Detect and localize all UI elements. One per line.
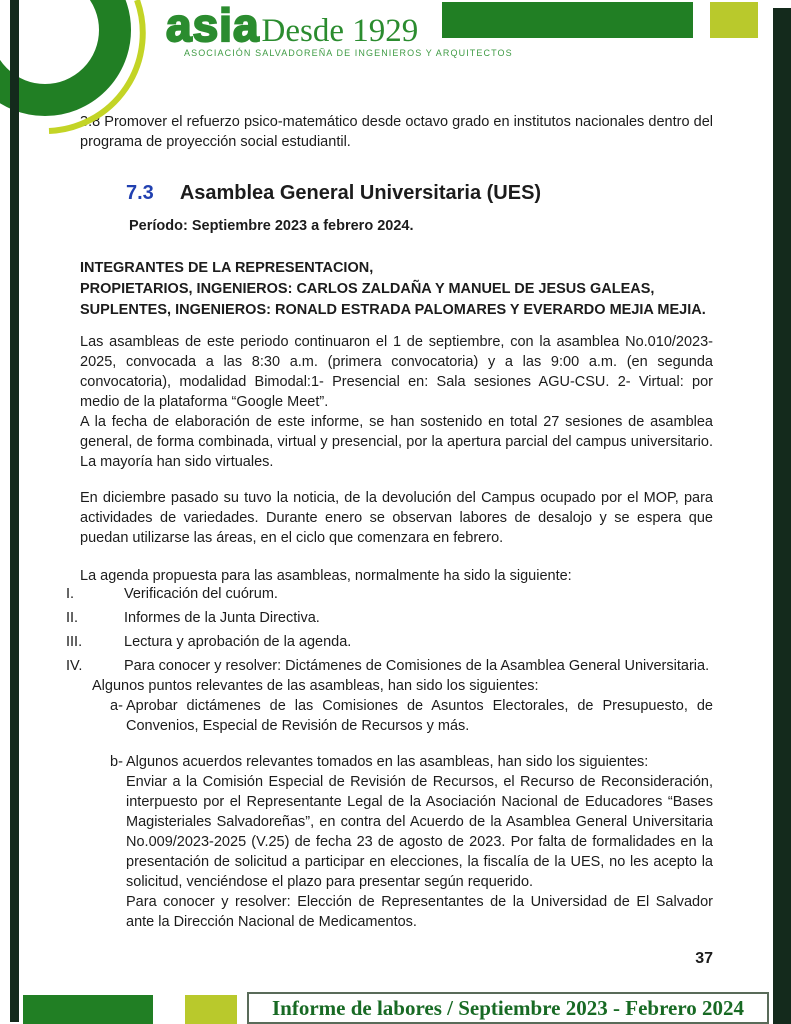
agenda-item-number: III. (66, 634, 83, 650)
point-a-label: a- (110, 698, 123, 714)
logo-since-text: Desde 1929 (261, 13, 419, 49)
paragraph-december: En diciembre pasado su tuvo la noticia, de la devolución del Campus ocupado por el MOP, para actividades de variedades. Durante enero se observan labores de desalojo y se espera que puedan utilizarse las áreas, en el ciclo que comenzara en febrero. (80, 490, 713, 546)
page-number: 37 (695, 950, 713, 967)
agenda-item-number: IV. (66, 658, 83, 674)
header-lime-square (710, 2, 758, 38)
paragraph-sessions: Las asambleas de este periodo continuaron el 1 de septiembre, con la asamblea No.010/2023-2025, convocada a las 8:30 a.m. (primera convocatoria) y a las 9:00 a.m. (en segunda convocatoria), modalidad Bimodal:1- Presencial en: Sala sesiones AGU-CSU. 2- Virtual: por medio de la plataforma “Google Meet”. (80, 334, 713, 410)
footer-banner-text: Informe de labores / Septiembre 2023 - Febrero 2024 (271, 995, 745, 1020)
agenda-item-number: II. (66, 610, 79, 626)
logo-wordmark: asia (166, 0, 260, 51)
points-intro: Algunos puntos relevantes de las asambleas, han sido los siguientes: (92, 678, 539, 694)
agenda-item-text: Informes de la Junta Directiva. (124, 610, 320, 626)
section-title: Asamblea General Universitaria (UES) (179, 182, 542, 204)
agenda-item-text: Para conocer y resolver: Dictámenes de Comisiones de la Asamblea General Universitaria. (124, 658, 710, 674)
agenda-intro: La agenda propuesta para las asambleas, normalmente ha sido la siguiente: (80, 568, 572, 584)
representation-members (80, 258, 713, 321)
left-edge-bar (10, 0, 19, 1022)
agenda-list (66, 584, 713, 680)
point-a-text: Aprobar dictámenes de las Comisiones de Asuntos Electorales, de Presupuesto, de Convenios, Especial de Revisión de Recursos y más. (126, 698, 713, 734)
point-b-label: b- (110, 754, 123, 770)
agenda-item-text: Lectura y aprobación de la agenda. (124, 634, 352, 650)
point-b-body2: Para conocer y resolver: Elección de Representantes de la Universidad de El Salvador ante la Dirección Nacional de Medicamentos. (126, 894, 713, 930)
asia-logo (166, 0, 419, 51)
footer-lime-square (185, 995, 237, 1024)
agenda-item (66, 608, 713, 628)
section-heading (126, 182, 541, 205)
intro-paragraph: 3.8 Promover el refuerzo psico-matemático desde octavo grado en institutos nacionales dentro del programa de proyección social estudiantil. (80, 114, 713, 150)
members-line: PROPIETARIOS, INGENIEROS: CARLOS ZALDAÑA Y MANUEL DE JESUS GALEAS, (80, 281, 655, 297)
logo-tagline: ASOCIACIÓN SALVADOREÑA DE INGENIEROS Y ARQUITECTOS (184, 48, 513, 58)
footer-banner (247, 992, 769, 1024)
sessions-paragraphs (80, 332, 713, 472)
agenda-item-number: I. (66, 586, 75, 602)
point-a (110, 696, 713, 736)
period-line: Período: Septiembre 2023 a febrero 2024. (129, 218, 414, 234)
point-b-body: Enviar a la Comisión Especial de Revisión de Recursos, el Recurso de Reconsideración, interpuesto por el Representante Legal de la Asociación Nacional de Educadores “Bases Magisteriales Salvadoreñas”, en contra del Acuerdo de la Asamblea General Universitaria No.009/2023-2025 (V.25) de fecha 23 de agosto de 2023. Por falta de formalidades en la presentación de solicitud a participar en elecciones, la fiscalía de la UES, no les acepto la solicitud, venciéndose el plazo para presentar según requerido. (126, 774, 713, 890)
section-number: 7.3 (126, 182, 154, 204)
paragraph-report: A la fecha de elaboración de este informe, se han sostenido en total 27 sesiones de asamblea general, de forma combinada, virtual y presencial, por la apertura parcial del campus universitario. La mayoría han sido virtuales. (80, 414, 713, 470)
agenda-item (66, 632, 713, 652)
agenda-item-text: Verificación del cuórum. (124, 586, 278, 602)
footer-green-rect (23, 995, 153, 1024)
right-edge-bar (773, 8, 791, 1024)
members-line: INTEGRANTES DE LA REPRESENTACION, (80, 260, 374, 276)
members-line: SUPLENTES, INGENIEROS: RONALD ESTRADA PALOMARES Y EVERARDO MEJIA MEJIA. (80, 302, 706, 318)
header-green-bar (442, 2, 693, 38)
agenda-item (66, 584, 713, 604)
point-b (110, 752, 713, 932)
agenda-item (66, 656, 713, 676)
point-b-intro: Algunos acuerdos relevantes tomados en las asambleas, han sido los siguientes: (126, 754, 649, 770)
